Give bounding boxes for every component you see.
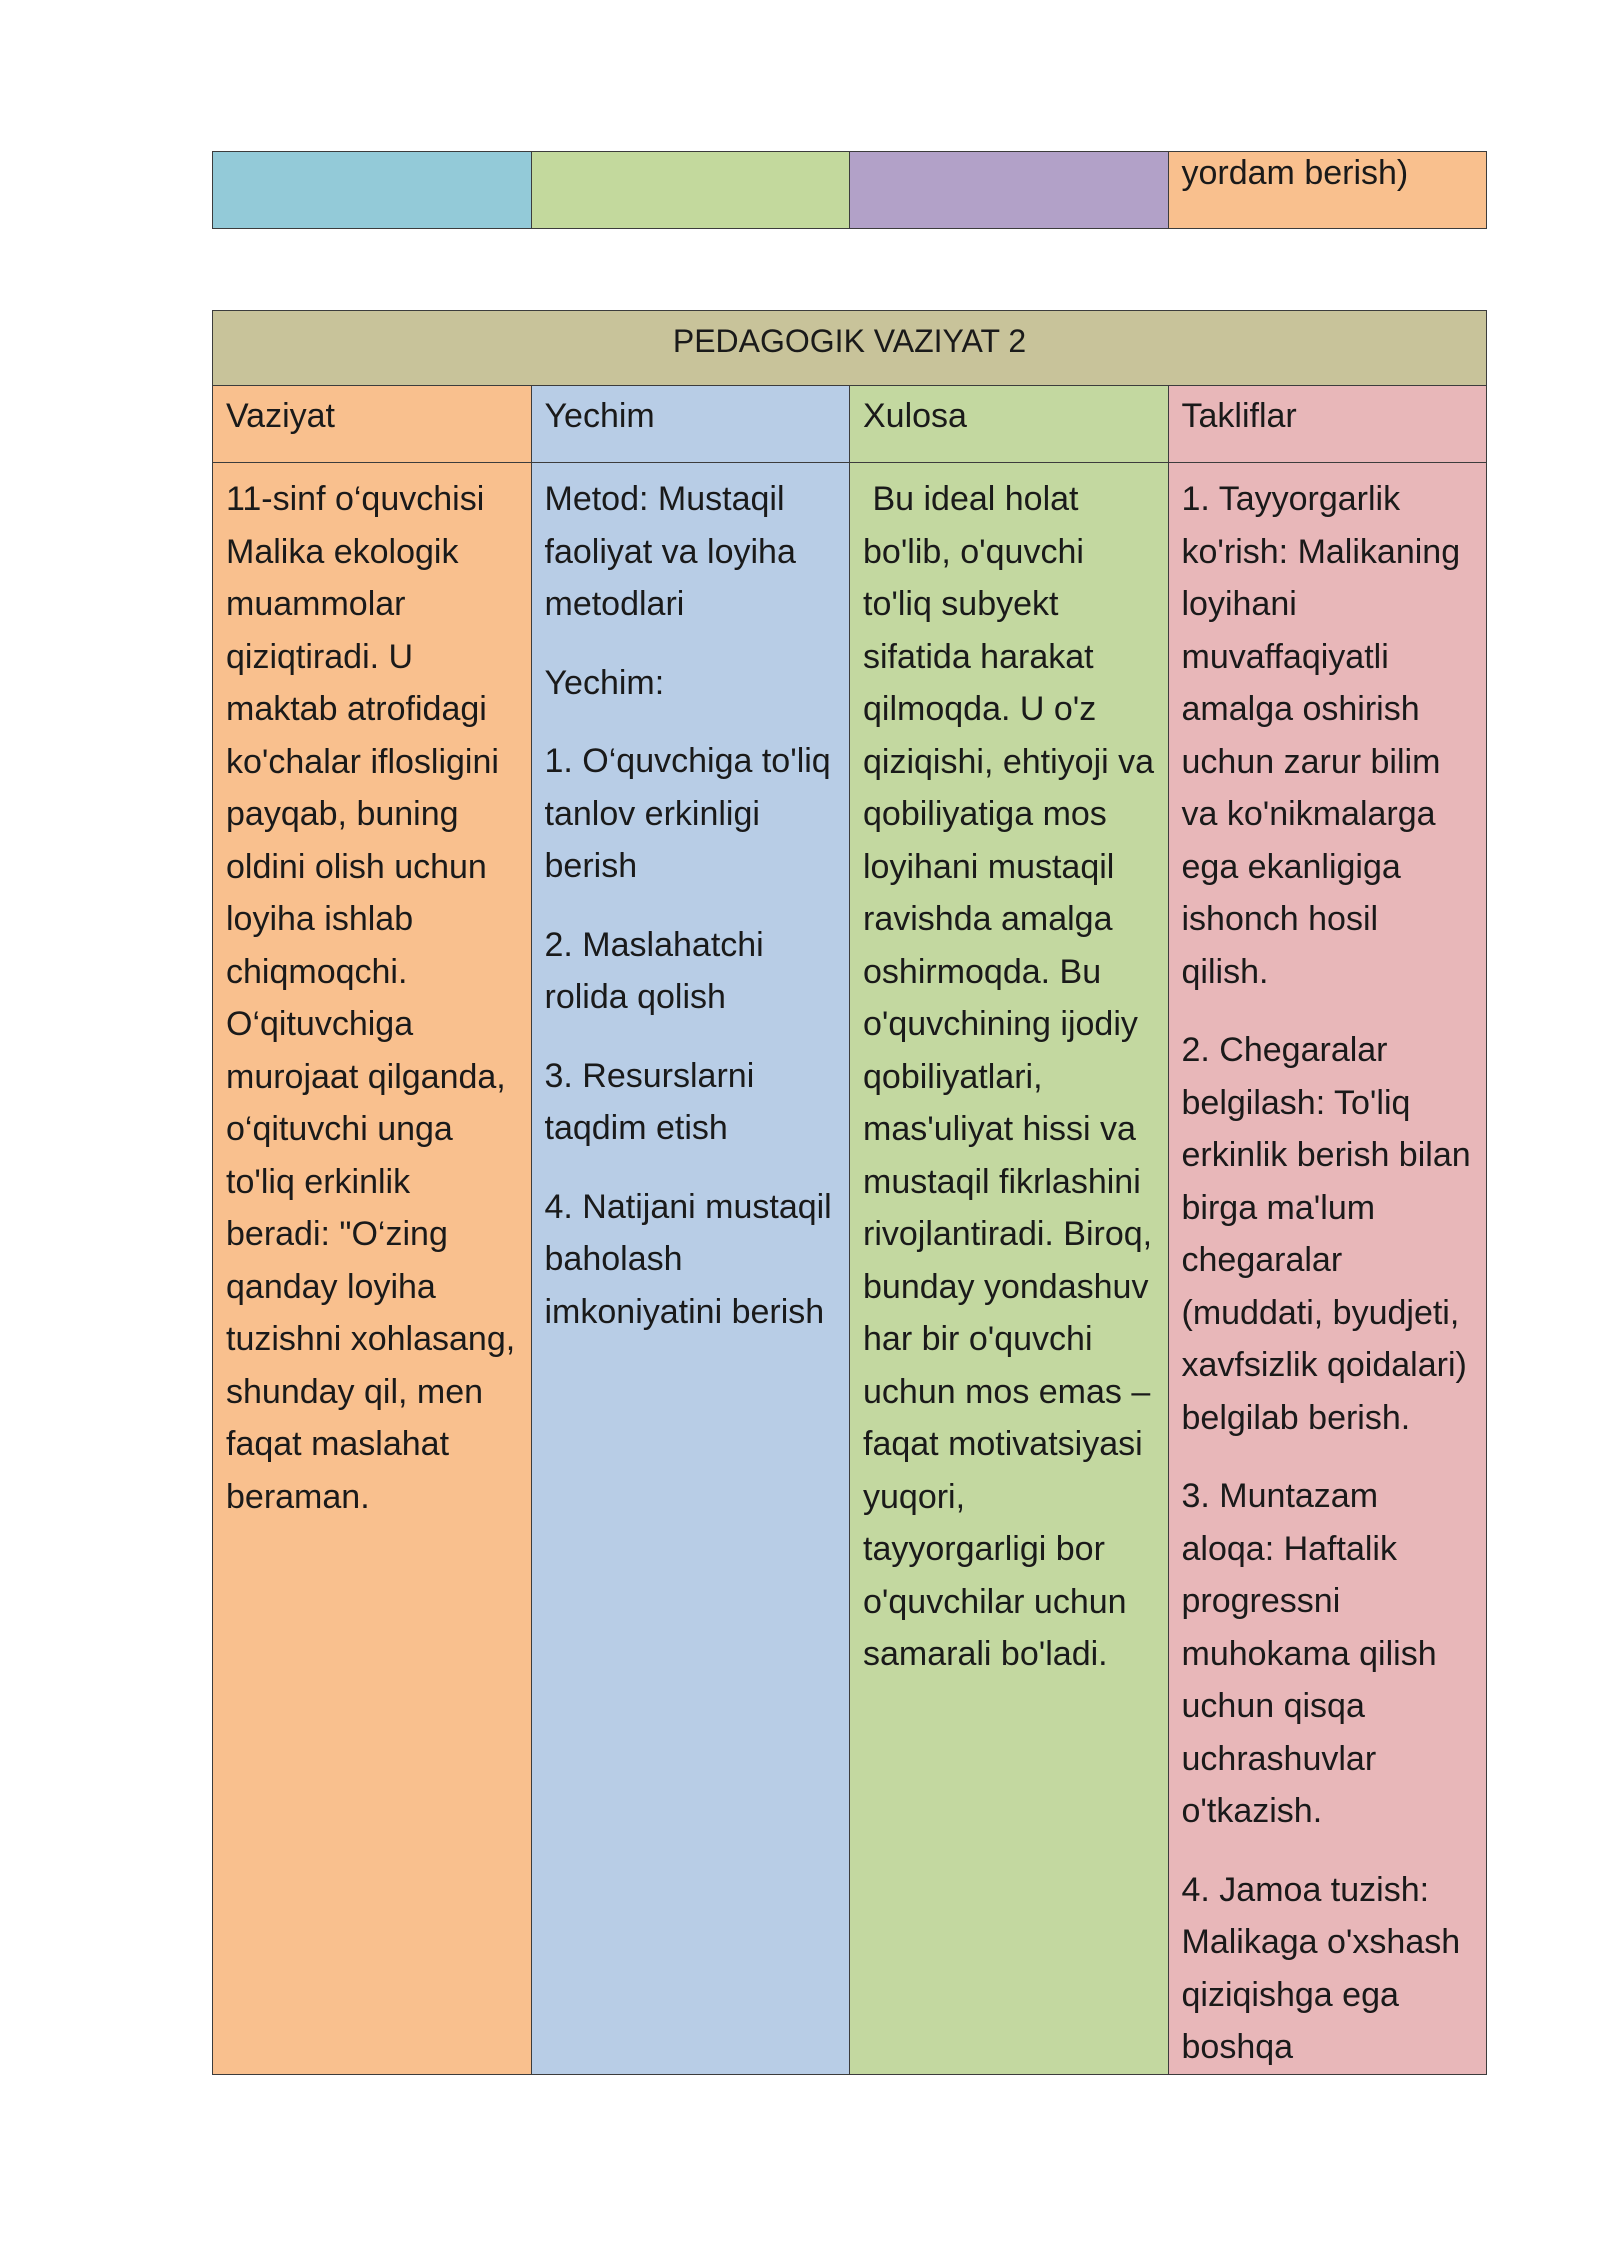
takliflar-cell [1168,463,1487,2075]
taklif-item: 2. Chegaralar belgilash: To'liq erkinlik berish bilan birga ma'lum chegaralar (muddati, byudjeti, xavfsizlik qoidalari) belgilab berish. [1181,1031,1471,1437]
yechim-item: 4. Natijani mustaqil baholash imkoniyatini berish [544,1187,832,1331]
taklif-item: 3. Muntazam aloqa: Haftalik progressni muhokama qilish uchun qisqa uchrashuvlar o'tkazish. [1181,1477,1437,1830]
table-body-row [213,463,1487,2075]
xulosa-text: Bu ideal holat bo'lib, o'quvchi to'liq subyekt sifatida harakat qilmoqda. U o'z qiziqishi, ehtiyoji va qobiliyatiga mos loyihani mustaqil ravishda amalga oshirmoqda. Bu o'quvchining ijodiy qobiliyatlari, mas'uliyat hissi va mustaqil fikrlashini rivojlantiradi. Biroq, bunday yondashuv har bir o'quvchi uchun mos emas – faqat motivatsiyasi yuqori, tayyorgarligi bor o'quvchilar uchun samarali bo'ladi. [863,480,1164,1673]
header-takliflar: Takliflar [1168,386,1487,463]
table-cell: yordam berish) [1168,152,1487,229]
table-cell [531,152,850,229]
table-cell [850,152,1169,229]
yechim-item: 3. Resurslarni taqdim etish [544,1056,755,1147]
yechim-heading: Yechim: [544,663,665,702]
table-cell [213,152,532,229]
header-xulosa: Xulosa [850,386,1169,463]
previous-table-fragment [212,151,1487,229]
taklif-item: 4. Jamoa tuzish: Malikaga o'xshash qiziqishga ega boshqa [1181,1870,1461,2066]
header-vaziyat: Vaziyat [213,386,532,463]
table-title-row [213,311,1487,386]
yechim-item: 1. O‘quvchiga to'liq tanlov erkinligi berish [544,742,831,885]
table-header-row [213,386,1487,463]
header-yechim: Yechim [531,386,850,463]
yechim-item: 2. Maslahatchi rolida qolish [544,925,764,1016]
pedagogik-vaziyat-table [212,310,1487,2075]
table-row [213,152,1487,229]
vaziyat-text: 11-sinf o‘quvchisi Malika ekologik muammolar qiziqtiradi. U maktab atrofidagi ko'chalar iflosligini payqab, buning oldini olish uchun loyiha ishlab chiqmoqchi. O‘qituvchiga murojaat qilganda, o‘qituvchi unga to'liq erkinlik beradi: "O‘zing qanday loyiha tuzishni xohlasang, shunday qil, men faqat maslahat beraman. [226,480,516,1516]
vaziyat-cell [213,463,532,2075]
xulosa-cell [850,463,1169,2075]
yechim-method: Metod: Mustaqil faoliyat va loyiha metodlari [544,480,796,623]
table-title: PEDAGOGIK VAZIYAT 2 [213,311,1487,386]
taklif-item: 1. Tayyorgarlik ko'rish: Malikaning loyihani muvaffaqiyatli amalga oshirish uchun zarur bilim va ko'nikmalarga ega ekanligiga ishonch hosil qilish. [1181,480,1461,991]
yechim-cell [531,463,850,2075]
